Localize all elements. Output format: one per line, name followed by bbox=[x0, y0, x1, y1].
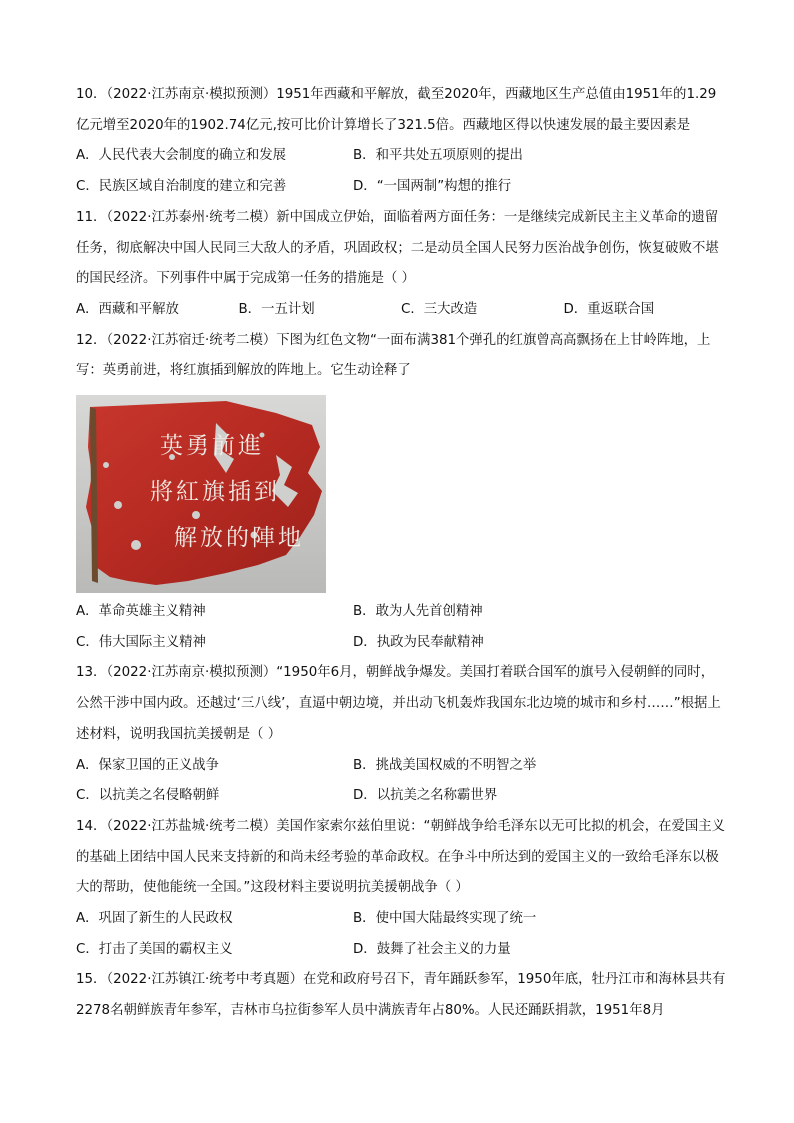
question-14 bbox=[76, 812, 726, 966]
options-row bbox=[76, 597, 726, 628]
option-a: A．巩固了新生的人民政权 bbox=[76, 911, 233, 927]
options-row bbox=[76, 172, 726, 203]
question-stem: 12．（2022·江苏宿迁·统考二模）下图为红色文物“一面布满381个弹孔的红旗曾高高飘扬在上甘岭阵地，上写：英勇前进，将红旗插到解放的阵地上。它生动诠释了 bbox=[76, 332, 711, 379]
flag-image bbox=[76, 395, 326, 593]
option-b: B．使中国大陆最终实现了统一 bbox=[353, 911, 537, 927]
options-row bbox=[76, 781, 726, 812]
question-stem: 15．（2022·江苏镇江·统考中考真题）在党和政府号召下，青年踊跃参军，1950年底，牡丹江市和海林县共有2278名朝鲜族青年参军，吉林市乌拉街参军人员中满族青年占80%。人民还踊跃捐款，1951年8月 bbox=[76, 972, 726, 1019]
flag-text-line-2: 將紅旗插到 bbox=[150, 479, 280, 506]
question-stem: 13．（2022·江苏南京·模拟预测）“1950年6月，朝鲜战争爆发。美国打着联合国军的旗号入侵朝鲜的同时，公然干涉中国内政。还越过‘三八线’，直逼中朝边境，并出动飞机轰炸我国东北边境的城市和乡村……”根据上述材料，说明我国抗美援朝是（ ） bbox=[76, 665, 721, 742]
question-stem: 11．（2022·江苏泰州·统考二模）新中国成立伊始，面临着两方面任务：一是继续完成新民主主义革命的遗留任务，彻底解决中国人民同三大敌人的矛盾，巩固政权；二是动员全国人民努力医治战争创伤，恢复破败不堪的国民经济。下列事件中属于完成第一任务的措施是（ ） bbox=[76, 209, 719, 287]
option-c: C．打击了美国的霸权主义 bbox=[76, 941, 233, 957]
option-c: C．民族区域自治制度的建立和完善 bbox=[76, 179, 287, 195]
question-stem: 14．（2022·江苏盐城·统考二模）美国作家索尔兹伯里说：“朝鲜战争给毛泽东以无可比拟的机会，在爱国主义的基础上团结中国人民来支持新的和尚未经考验的革命政权。在争斗中所达到的爱国主义的一致给毛泽东以极大的帮助，使他能统一全国。”这段材料主要说明抗美援朝战争（ ） bbox=[76, 818, 726, 896]
option-c: C．以抗美之名侵略朝鲜 bbox=[76, 788, 220, 804]
option-d: D．执政为民奉献精神 bbox=[353, 634, 484, 650]
option-d: D．鼓舞了社会主义的力量 bbox=[353, 941, 511, 957]
option-b: B．挑战美国权威的不明智之举 bbox=[353, 757, 537, 773]
flag-text-line-1: 英勇前進 bbox=[160, 433, 264, 460]
option-b: B．和平共处五项原则的提出 bbox=[353, 148, 523, 164]
option-b: B．敢为人先首创精神 bbox=[353, 604, 483, 620]
option-d: D．“一国两制”构想的推行 bbox=[353, 179, 512, 195]
question-10 bbox=[76, 80, 726, 203]
options-row bbox=[76, 628, 726, 659]
option-d: D．以抗美之名称霸世界 bbox=[353, 788, 498, 804]
option-d: D．重返联合国 bbox=[563, 301, 655, 317]
option-b: B．一五计划 bbox=[238, 301, 315, 317]
options-row bbox=[76, 935, 726, 966]
options-row bbox=[76, 904, 726, 935]
option-a: A．革命英雄主义精神 bbox=[76, 604, 206, 620]
question-stem: 10．（2022·江苏南京·模拟预测）1951年西藏和平解放，截至2020年，西藏地区生产总值由1951年的1.29亿元增至2020年的1902.74亿元,按可比价计算增长了321.5倍。西藏地区得以快速发展的最主要因素是 bbox=[76, 87, 717, 133]
option-c: C．三大改造 bbox=[401, 301, 478, 317]
option-c: C．伟大国际主义精神 bbox=[76, 634, 206, 650]
flag-text-line-3: 解放的陣地 bbox=[174, 525, 304, 552]
question-12 bbox=[76, 326, 726, 659]
options-row bbox=[76, 295, 726, 326]
question-15 bbox=[76, 965, 726, 1026]
options-row bbox=[76, 141, 726, 172]
option-a: A．人民代表大会制度的确立和发展 bbox=[76, 148, 287, 164]
question-13 bbox=[76, 658, 726, 812]
options-row bbox=[76, 751, 726, 782]
option-a: A．保家卫国的正义战争 bbox=[76, 757, 220, 773]
exam-page bbox=[76, 80, 726, 1027]
option-a: A．西藏和平解放 bbox=[76, 301, 179, 317]
red-flag-photo bbox=[76, 395, 326, 593]
question-11 bbox=[76, 203, 726, 326]
